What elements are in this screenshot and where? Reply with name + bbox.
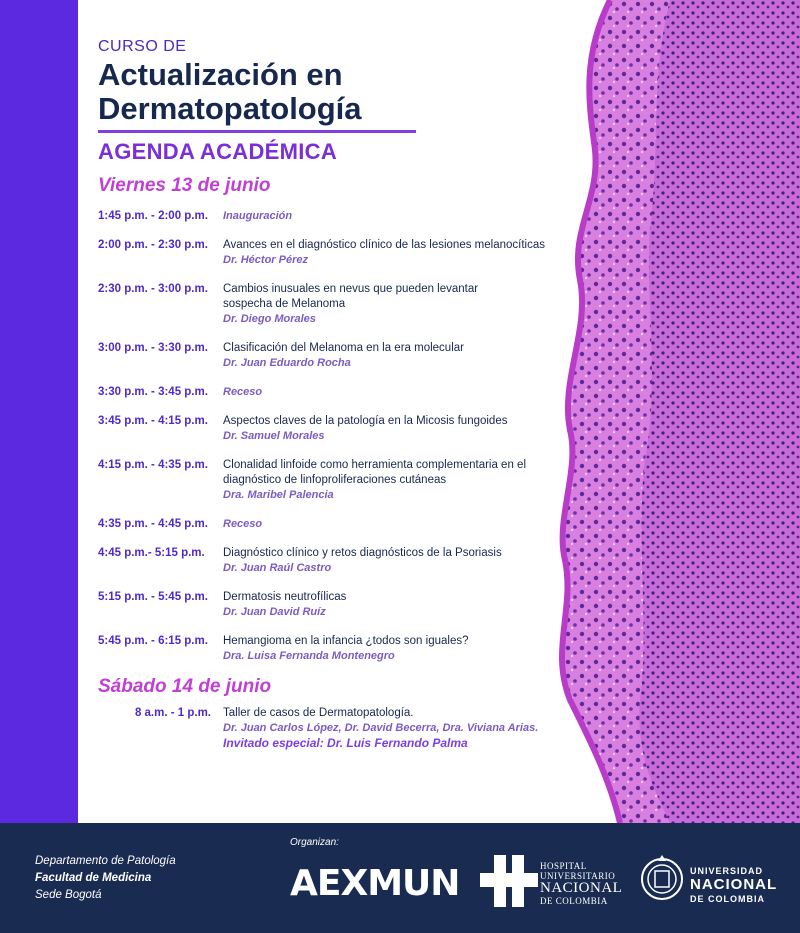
schedule-row: [98, 209, 578, 224]
slot-speaker: Dr. Diego Morales: [223, 313, 316, 325]
slot-speaker: Dr. Juan Raúl Castro: [223, 562, 332, 574]
department-block: [35, 853, 176, 904]
special-guest: Invitado especial: Dr. Luis Fernando Palma: [223, 736, 468, 750]
slot-speaker: Dra. Maribel Palencia: [223, 489, 334, 501]
slot-time: 2:00 p.m. - 2:30 p.m.: [98, 239, 208, 251]
day-heading-saturday: Sábado 14 de junio: [98, 676, 272, 697]
organizers-label: Organizan:: [290, 837, 339, 848]
schedule-row: [98, 590, 578, 620]
slot-speaker: Dr. Juan Carlos López, Dr. David Becerra, Dra. Viviana Arias.: [223, 722, 539, 734]
title-underline: [98, 130, 416, 133]
slot-topic: Avances en el diagnóstico clínico de las lesiones melanocíticas: [223, 239, 545, 251]
schedule-row: [98, 706, 578, 751]
slot-speaker: Receso: [223, 518, 263, 530]
slot-speaker: Dr. Héctor Pérez: [223, 254, 308, 266]
dept-line-1: Departamento de Patología: [35, 855, 176, 867]
hospital-logo-text: [540, 861, 622, 906]
hospital-line-1: HOSPITAL: [540, 861, 587, 871]
slot-time: 4:35 p.m. - 4:45 p.m.: [98, 518, 208, 530]
schedule-row: [98, 517, 578, 532]
course-title: [98, 58, 578, 126]
day-heading-friday: Viernes 13 de junio: [98, 175, 271, 196]
slot-time: 3:00 p.m. - 3:30 p.m.: [98, 342, 208, 354]
slot-speaker: Dr. Juan Eduardo Rocha: [223, 357, 351, 369]
slot-time: 3:30 p.m. - 3:45 p.m.: [98, 386, 208, 398]
dept-line-2: Facultad de Medicina: [35, 872, 152, 884]
schedule-row: [98, 458, 578, 503]
agenda-heading: AGENDA ACADÉMICA: [98, 139, 338, 164]
slot-time: 5:45 p.m. - 6:15 p.m.: [98, 635, 208, 647]
slot-topic: Clonalidad linfoide como herramienta complementaria en el diagnóstico de linfoproliferaciones cutáneas: [223, 459, 526, 486]
unal-line-2: NACIONAL: [690, 876, 778, 893]
hospital-line-3: NACIONAL: [540, 880, 623, 896]
slot-time: 5:15 p.m. - 5:45 p.m.: [98, 591, 208, 603]
slot-speaker: Dra. Luisa Fernanda Montenegro: [223, 650, 395, 662]
title-line-2: Dermatopatología: [98, 91, 362, 126]
slot-speaker: Receso: [223, 386, 263, 398]
schedule-row: [98, 238, 578, 268]
slot-time: 2:30 p.m. - 3:00 p.m.: [98, 283, 208, 295]
tissue-histology-image: [550, 0, 800, 823]
schedule-row: [98, 341, 578, 371]
slot-time: 3:45 p.m. - 4:15 p.m.: [98, 415, 208, 427]
schedule-row: [98, 634, 578, 664]
slot-time: 4:15 p.m. - 4:35 p.m.: [98, 459, 208, 471]
hospital-line-2: UNIVERSITARIO: [540, 871, 616, 881]
slot-speaker: Dr. Juan David Ruíz: [223, 606, 326, 618]
slot-time: 8 a.m. - 1 p.m.: [134, 707, 211, 719]
course-prefix: CURSO DE: [98, 38, 187, 55]
university-seal-icon: [640, 851, 684, 907]
agenda-content: [98, 38, 578, 751]
slot-speaker: Inauguración: [223, 210, 293, 222]
slot-topic: Diagnóstico clínico y retos diagnósticos de la Psoriasis: [223, 547, 502, 559]
unal-line-1: UNIVERSIDAD: [690, 866, 764, 876]
slot-time: 1:45 p.m. - 2:00 p.m.: [98, 210, 208, 222]
slot-topic: Dermatosis neutrofílicas: [223, 591, 347, 603]
slot-time: 4:45 p.m.- 5:15 p.m.: [98, 547, 205, 559]
slot-topic: Hemangioma en la infancia ¿todos son iguales?: [223, 635, 469, 647]
slot-topic: Aspectos claves de la patología en la Micosis fungoides: [223, 415, 508, 427]
slot-topic: Cambios inusuales en nevus que pueden levantar sospecha de Melanoma: [223, 283, 479, 310]
university-logo-text: [690, 865, 777, 905]
dept-line-3: Sede Bogotá: [35, 889, 102, 901]
schedule-row: [98, 546, 578, 576]
schedule-row: [98, 282, 578, 327]
slot-speaker: Dr. Samuel Morales: [223, 430, 325, 442]
schedule-row: [98, 385, 578, 400]
friday-schedule: [98, 209, 578, 664]
slot-topic: Clasificación del Melanoma en la era molecular: [223, 342, 464, 354]
hospital-line-4: DE COLOMBIA: [540, 896, 608, 906]
slot-topic: Taller de casos de Dermatopatología.: [223, 707, 414, 719]
unal-line-3: DE COLOMBIA: [690, 894, 765, 904]
schedule-row: [98, 414, 578, 444]
aexmun-logo: AEXMUN: [290, 863, 460, 904]
purple-side-band: [0, 0, 78, 823]
footer: [0, 823, 800, 933]
title-line-1: Actualización en: [98, 57, 343, 92]
